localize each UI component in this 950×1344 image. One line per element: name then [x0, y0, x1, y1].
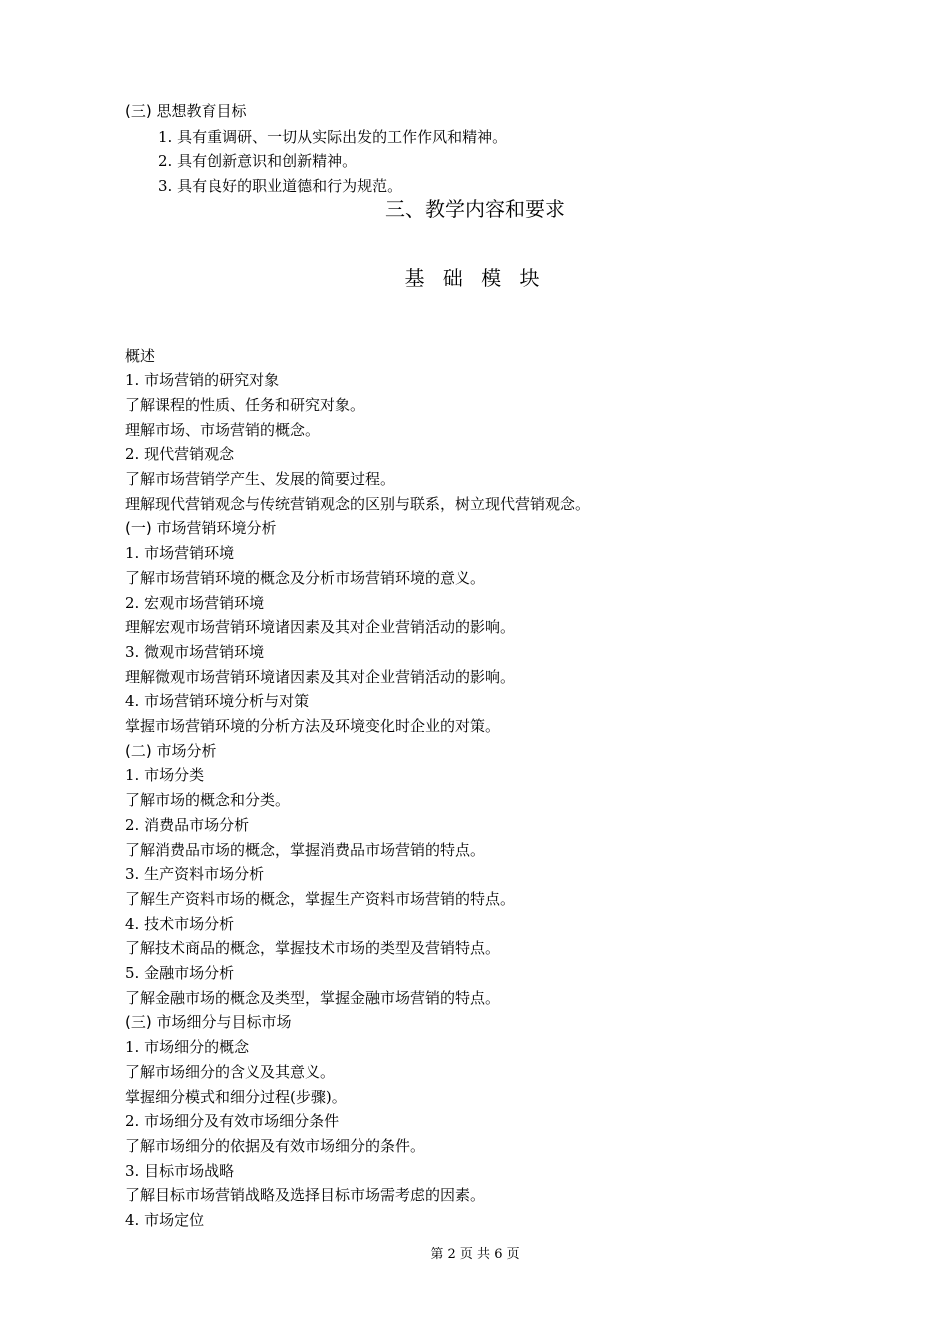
content-line: 了解市场营销学产生、发展的简要过程。 [125, 470, 396, 488]
content-line: 3. 生产资料市场分析 [125, 865, 265, 883]
chapter-title: 三、教学内容和要求 [385, 197, 565, 221]
content-line: 理解微观市场营销环境诸因素及其对企业营销活动的影响。 [125, 668, 516, 686]
page-footer: 第 2 页 共 6 页 [430, 1247, 520, 1262]
content-line: 了解市场营销环境的概念及分析市场营销环境的意义。 [125, 569, 486, 587]
content-line: 2. 宏观市场营销环境 [125, 594, 265, 612]
content-line: 1. 市场分类 [125, 766, 205, 784]
content-line: 了解市场细分的含义及其意义。 [125, 1063, 336, 1081]
content-line: 了解目标市场营销战略及选择目标市场需考虑的因素。 [125, 1186, 486, 1204]
content-line: 了解市场细分的依据及有效市场细分的条件。 [125, 1137, 426, 1155]
content-line: 2. 市场细分及有效市场细分条件 [125, 1112, 340, 1130]
content-line: 4. 市场定位 [125, 1211, 205, 1229]
content-line: 了解消费品市场的概念，掌握消费品市场营销的特点。 [125, 841, 486, 859]
content-line: 5. 金融市场分析 [125, 964, 235, 982]
content-line: 理解现代营销观念与传统营销观念的区别与联系，树立现代营销观念。 [125, 495, 591, 513]
goal-item: 1. 具有重调研、一切从实际出发的工作作风和精神。 [158, 128, 508, 146]
content-line: 1. 市场细分的概念 [125, 1038, 250, 1056]
content-line: 理解市场、市场营销的概念。 [125, 421, 321, 439]
content-heading: (二) 市场分析 [125, 742, 217, 760]
content-line: 了解市场的概念和分类。 [125, 791, 291, 809]
goal-item: 3. 具有良好的职业道德和行为规范。 [158, 177, 403, 195]
goal-item: 2. 具有创新意识和创新精神。 [158, 152, 358, 170]
content-line: 了解技术商品的概念，掌握技术市场的类型及营销特点。 [125, 939, 501, 957]
content-line: 1. 市场营销的研究对象 [125, 371, 280, 389]
content-line: 理解宏观市场营销环境诸因素及其对企业营销活动的影响。 [125, 618, 516, 636]
content-heading: (三) 市场细分与目标市场 [125, 1013, 292, 1031]
content-line: 4. 市场营销环境分析与对策 [125, 692, 310, 710]
content-line: 掌握细分模式和细分过程(步骤)。 [125, 1088, 347, 1106]
content-line: 了解课程的性质、任务和研究对象。 [125, 396, 366, 414]
content-line: 2. 现代营销观念 [125, 445, 235, 463]
content-line: 了解生产资料市场的概念，掌握生产资料市场营销的特点。 [125, 890, 516, 908]
content-line: 3. 目标市场战略 [125, 1162, 235, 1180]
content-line: 4. 技术市场分析 [125, 915, 235, 933]
content-line: 2. 消费品市场分析 [125, 816, 250, 834]
content-line: 了解金融市场的概念及类型，掌握金融市场营销的特点。 [125, 989, 501, 1007]
content-line: 1. 市场营销环境 [125, 544, 235, 562]
content-heading: 概述 [125, 347, 156, 365]
section-heading-goals: (三) 思想教育目标 [125, 102, 247, 120]
content-line: 3. 微观市场营销环境 [125, 643, 265, 661]
content-line: 掌握市场营销环境的分析方法及环境变化时企业的对策。 [125, 717, 501, 735]
module-title: 基 础 模 块 [404, 266, 546, 290]
content-heading: (一) 市场营销环境分析 [125, 519, 277, 537]
